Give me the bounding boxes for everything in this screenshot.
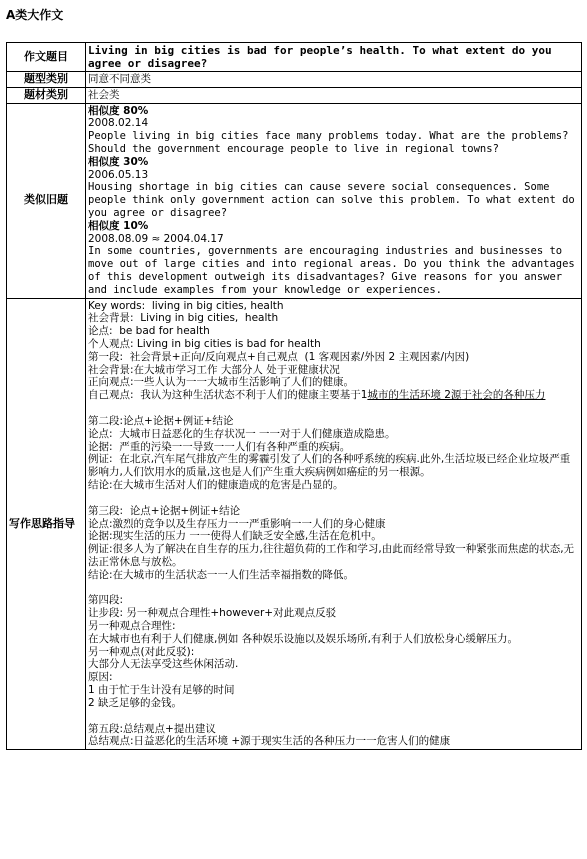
argument-line: 论点: be bad for health [88, 325, 210, 338]
para4-other-view-detail: 在大城市也有利于人们健康,例如 各种娱乐设施以及娱乐场所,有利于人们放松身心缓解压力。 [88, 632, 519, 645]
para4-concession: 让步段: 另一种观点合理性+however+对此观点反驳 [88, 607, 337, 620]
para2-example: 例证: 在北京,汽车尾气排放产生的雾霾引发了人们的各种呼系统的疾病.此外,生活垃圾已经企业垃圾严重影响力,人们饮用水的质量,这也是人们产生重大疾病例如癌症的另一根源。 [88, 453, 571, 479]
para4-other-view: 另一种观点合理性: [88, 620, 176, 633]
para4-heading: 第四段: [88, 594, 124, 607]
para1-heading: 第一段: 社会背景+正向/反向观点+自己观点 (1 客观因素/外因 2 主观因素/内因) [88, 350, 470, 363]
own-view-reasons: 城市的生活环境 2源于社会的各种压力 [367, 389, 546, 402]
para3-example: 例证:很多人为了解决在自生存的压力,往往超负荷的工作和学习,由此而经常导致一种紧张而焦虑的状态,无法正常休息与放松。 [88, 543, 575, 568]
writing-label: 写作思路指导 [7, 298, 86, 750]
similarity-score: 相似度 80% [88, 104, 149, 117]
para3-conclusion: 结论:在大城市的生活状态一一人们生活幸福指数的降低。 [88, 568, 355, 581]
para4-reason-2: 2 缺乏足够的金钱。 [88, 696, 183, 709]
exam-date: 2008.08.09 ≈ 2004.04.17 [88, 232, 224, 245]
similarity-score: 相似度 30% [88, 155, 149, 168]
subject-label: 题材类别 [7, 87, 86, 103]
type-label: 题型类别 [7, 72, 86, 88]
keywords-line: Key words: living in big cities, health [88, 299, 284, 312]
para2-evidence: 论据: 严重的污染一一导致一一人们有各种严重的疾病。 [88, 440, 351, 453]
para3-heading: 第三段: 论点+论据+例证+结论 [88, 504, 241, 517]
exam-date: 2006.05.13 [88, 168, 149, 181]
title-label: 作文题目 [7, 43, 86, 72]
para2-conclusion: 结论:在大城市生活对人们的健康造成的危害是凸显的。 [88, 478, 344, 491]
para1-positive-view: 正向观点:一些人认为一一大城市生活影响了人们的健康。 [88, 376, 355, 389]
para4-rebuttal: 另一种观点(对此反驳): [88, 645, 195, 658]
similar-topic-text: People living in big cities face many problems today. What are the problems? Should the government encourage people to live in regional towns? [88, 130, 575, 155]
subject-value: 社会类 [86, 87, 582, 103]
page-heading: A类大作文 [6, 8, 64, 22]
para3-argument: 论点:激烈的竞争以及生存压力一一严重影响一一人们的身心健康 [88, 517, 386, 530]
para5-summary: 总结观点:日益恶化的生活环境 +源于现实生活的各种压力一一危害人们的健康 [88, 735, 451, 748]
similar-topics [86, 103, 582, 298]
type-value: 同意不同意类 [86, 72, 582, 88]
table-row-type [7, 72, 582, 88]
background-line: 社会背景: Living in big cities, health [88, 312, 279, 325]
para5-heading: 第五段:总结观点+提出建议 [88, 722, 216, 735]
exam-date: 2008.02.14 [88, 117, 149, 130]
similar-topic-text: In some countries, governments are encouraging industries and businesses to move out of large cities and into regional areas. Do you think the advantages of this development outweigh its disadvantages? Give reasons for you answer and include examples from your knowledge or experiences. [88, 245, 582, 296]
para2-argument: 论点: 大城市日益恶化的生存状况一 一一对于人们健康造成隐患。 [88, 427, 396, 440]
similar-label: 类似旧题 [7, 103, 86, 298]
table-row-writing [7, 298, 582, 750]
similarity-score: 相似度 10% [88, 219, 149, 232]
para3-evidence: 论据:现实生活的压力 一一使得人们缺乏安全感,生活在危机中。 [88, 530, 382, 543]
essay-table [6, 42, 582, 750]
title-value: Living in big cities is bad for people’s health. To what extent do you agree or disagree? [86, 43, 582, 72]
opinion-line: 个人观点: Living in big cities is bad for health [88, 337, 321, 350]
table-row-title [7, 43, 582, 72]
table-row-subject [7, 87, 582, 103]
similar-topic-text: Housing shortage in big cities can cause severe social consequences. Some people think only government action can solve this problem. To what extent do you agree or disagree? [88, 181, 582, 219]
own-view-text: 自己观点: 我认为这种生活状态不利于人们的健康主要基于1 [88, 389, 368, 402]
para4-reasons: 原因: [88, 671, 113, 684]
para1-own-view [88, 389, 579, 402]
para4-rebuttal-detail: 大部分人无法享受这些休闲活动. [88, 658, 239, 671]
para4-reason-1: 1 由于忙于生计没有足够的时间 [88, 684, 235, 697]
table-row-similar [7, 103, 582, 298]
writing-guide [86, 298, 582, 750]
para1-background: 社会背景:在大城市学习工作 大部分人 处于亚健康状况 [88, 363, 340, 376]
para2-heading: 第二段:论点+论据+例证+结论 [88, 414, 234, 427]
